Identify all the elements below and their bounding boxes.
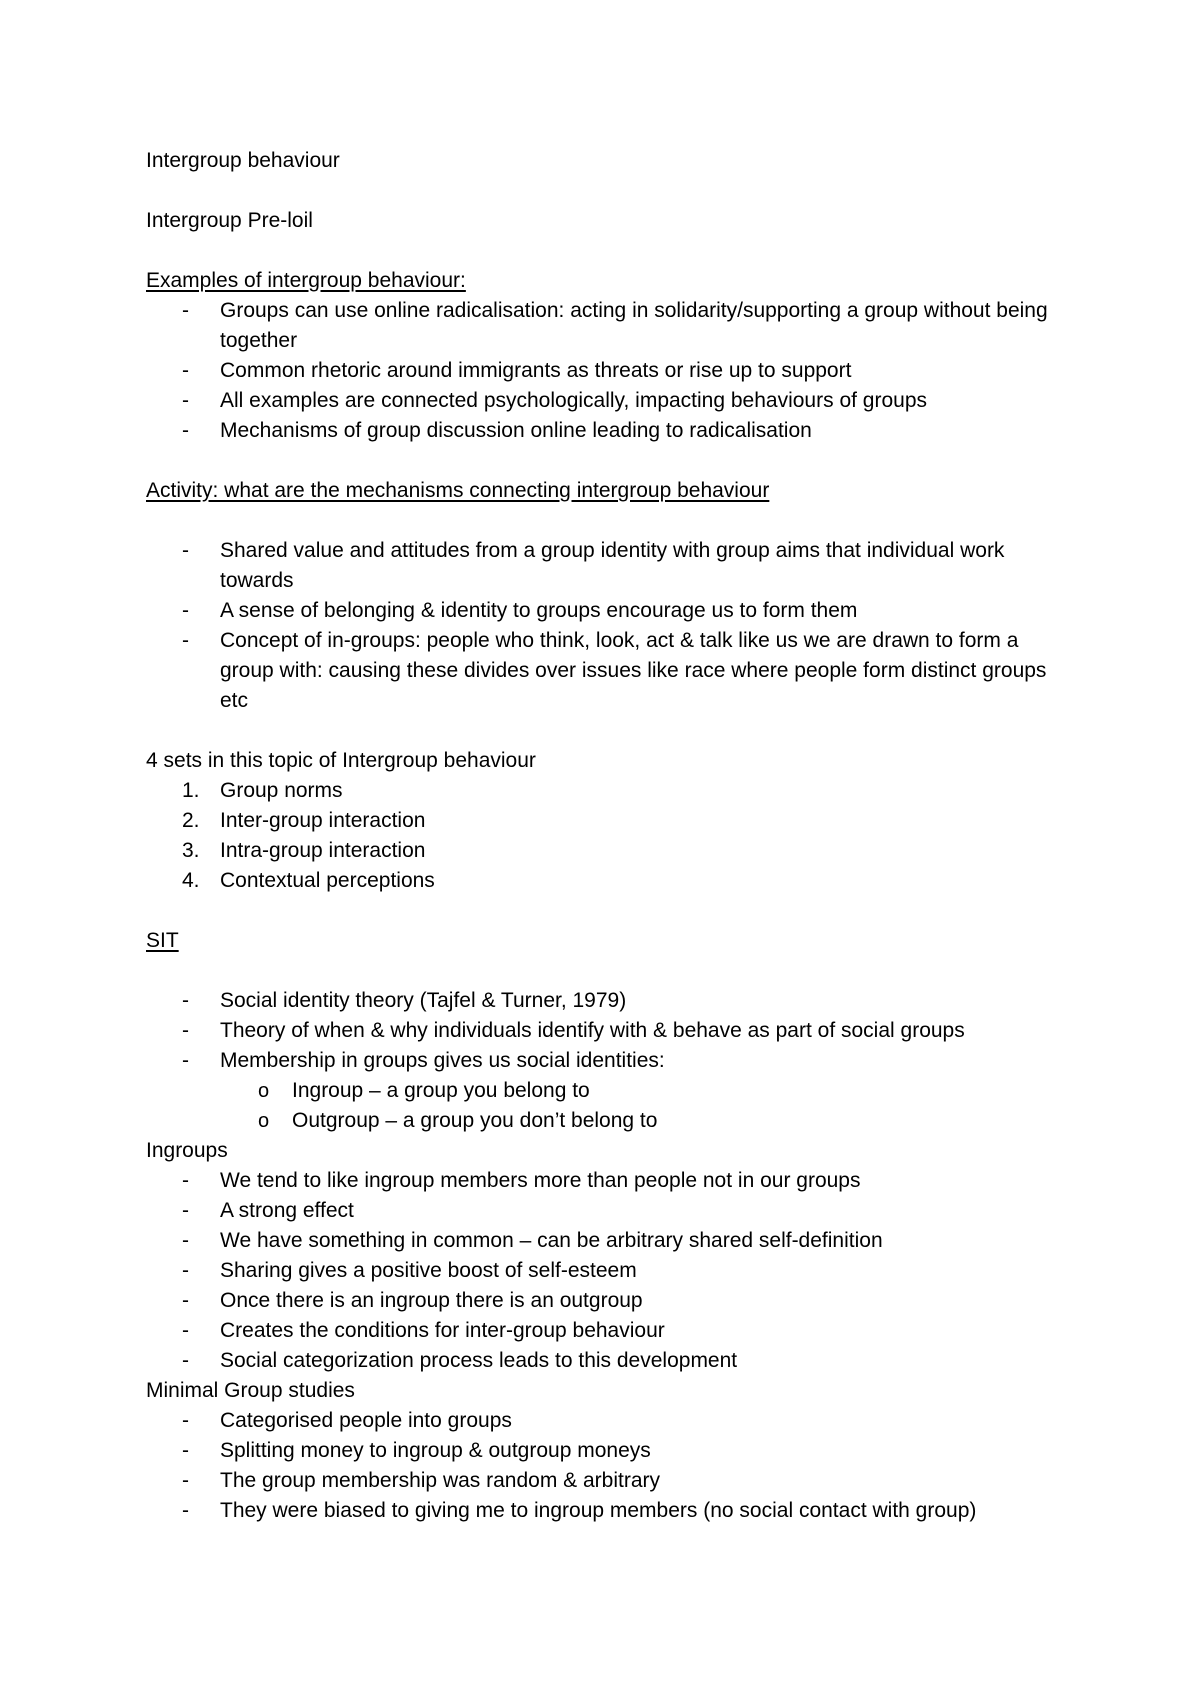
list-item-text: Concept of in-groups: people who think, look, act & talk like us we are drawn to form a group with: causing these divides over issues like race where people form distinct groups etc — [220, 629, 1047, 712]
bullet-dash: - — [182, 1469, 189, 1492]
list-item-text: A sense of belonging & identity to groups encourage us to form them — [220, 599, 858, 622]
sub-list-item — [146, 1106, 1076, 1136]
list-item-text: The group membership was random & arbitrary — [220, 1469, 661, 1492]
list-item — [146, 1226, 1076, 1256]
sets-heading: 4 sets in this topic of Intergroup behaviour — [146, 749, 536, 772]
bullet-dash: - — [182, 1229, 189, 1252]
ingroups-heading: Ingroups — [146, 1139, 228, 1162]
bullet-dash: - — [182, 599, 189, 622]
numbered-item-text: Group norms — [220, 779, 343, 802]
activity-heading: Activity: what are the mechanisms connecting intergroup behaviour — [146, 479, 770, 502]
numbered-item-text: Contextual perceptions — [220, 869, 435, 892]
list-item — [146, 1436, 1076, 1466]
list-item — [146, 1496, 1076, 1526]
item-number: 4. — [182, 869, 200, 892]
numbered-item — [146, 836, 1076, 866]
list-item-text: Mechanisms of group discussion online leading to radicalisation — [220, 419, 812, 442]
list-item-text: Creates the conditions for inter-group behaviour — [220, 1319, 665, 1342]
examples-list — [146, 296, 1076, 446]
list-item-text: Common rhetoric around immigrants as threats or rise up to support — [220, 359, 852, 382]
bullet-dash: - — [182, 1319, 189, 1342]
list-item — [146, 626, 1076, 716]
sit-list — [146, 986, 1076, 1076]
item-number: 1. — [182, 779, 200, 802]
item-number: 2. — [182, 809, 200, 832]
bullet-dash: - — [182, 389, 189, 412]
numbered-item-text: Inter-group interaction — [220, 809, 426, 832]
list-item — [146, 1016, 1076, 1046]
numbered-item — [146, 776, 1076, 806]
bullet-dash: - — [182, 1049, 189, 1072]
examples-heading: Examples of intergroup behaviour: — [146, 269, 466, 292]
bullet-dash: - — [182, 1169, 189, 1192]
bullet-dash: - — [182, 299, 189, 322]
list-item — [146, 1046, 1076, 1076]
list-item-text: Categorised people into groups — [220, 1409, 512, 1432]
sit-sublist — [146, 1076, 1076, 1136]
list-item-text: A strong effect — [220, 1199, 354, 1222]
ingroups-list — [146, 1166, 1076, 1376]
list-item-text: We tend to like ingroup members more than people not in our groups — [220, 1169, 861, 1192]
list-item — [146, 1406, 1076, 1436]
bullet-dash: - — [182, 1019, 189, 1042]
list-item-text: Shared value and attitudes from a group identity with group aims that individual work towards — [220, 539, 1005, 592]
list-item — [146, 1166, 1076, 1196]
list-item — [146, 986, 1076, 1016]
list-item-text: Membership in groups gives us social identities: — [220, 1049, 665, 1072]
list-item — [146, 296, 1076, 356]
activity-list — [146, 536, 1076, 716]
sit-heading: SIT — [146, 929, 179, 952]
list-item-text: We have something in common – can be arbitrary shared self-definition — [220, 1229, 883, 1252]
document-title: Intergroup behaviour — [146, 149, 340, 172]
bullet-dash: - — [182, 359, 189, 382]
numbered-item — [146, 866, 1076, 896]
list-item-text: Social identity theory (Tajfel & Turner, 1979) — [220, 989, 627, 1012]
bullet-dash: - — [182, 629, 189, 652]
bullet-dash: - — [182, 1499, 189, 1522]
list-item — [146, 1256, 1076, 1286]
bullet-dash: - — [182, 989, 189, 1012]
list-item — [146, 356, 1076, 386]
list-item — [146, 1196, 1076, 1226]
bullet-dash: - — [182, 1199, 189, 1222]
bullet-circle: o — [258, 1110, 270, 1132]
list-item — [146, 386, 1076, 416]
minimal-group-heading: Minimal Group studies — [146, 1379, 355, 1402]
list-item-text: Social categorization process leads to this development — [220, 1349, 738, 1372]
bullet-circle: o — [258, 1080, 270, 1102]
list-item — [146, 596, 1076, 626]
bullet-dash: - — [182, 1439, 189, 1462]
sets-list — [146, 776, 1076, 896]
list-item — [146, 1466, 1076, 1496]
bullet-dash: - — [182, 419, 189, 442]
list-item-text: Sharing gives a positive boost of self-esteem — [220, 1259, 637, 1282]
numbered-item-text: Intra-group interaction — [220, 839, 426, 862]
sub-list-item-text: Ingroup – a group you belong to — [292, 1079, 590, 1102]
list-item-text: Groups can use online radicalisation: acting in solidarity/supporting a group without being together — [220, 299, 1048, 352]
bullet-dash: - — [182, 1259, 189, 1282]
list-item — [146, 1286, 1076, 1316]
document-subtitle: Intergroup Pre-loil — [146, 209, 313, 232]
numbered-item — [146, 806, 1076, 836]
list-item-text: Splitting money to ingroup & outgroup moneys — [220, 1439, 651, 1462]
sub-list-item — [146, 1076, 1076, 1106]
document-body — [146, 146, 1076, 1526]
minimal-group-list — [146, 1406, 1076, 1526]
list-item-text: Theory of when & why individuals identify with & behave as part of social groups — [220, 1019, 965, 1042]
list-item — [146, 536, 1076, 596]
list-item-text: Once there is an ingroup there is an outgroup — [220, 1289, 643, 1312]
bullet-dash: - — [182, 1349, 189, 1372]
list-item — [146, 1316, 1076, 1346]
item-number: 3. — [182, 839, 200, 862]
list-item — [146, 1346, 1076, 1376]
bullet-dash: - — [182, 539, 189, 562]
list-item — [146, 416, 1076, 446]
list-item-text: They were biased to giving me to ingroup members (no social contact with group) — [220, 1499, 977, 1522]
list-item-text: All examples are connected psychologically, impacting behaviours of groups — [220, 389, 927, 412]
bullet-dash: - — [182, 1409, 189, 1432]
sub-list-item-text: Outgroup – a group you don’t belong to — [292, 1109, 658, 1132]
bullet-dash: - — [182, 1289, 189, 1312]
